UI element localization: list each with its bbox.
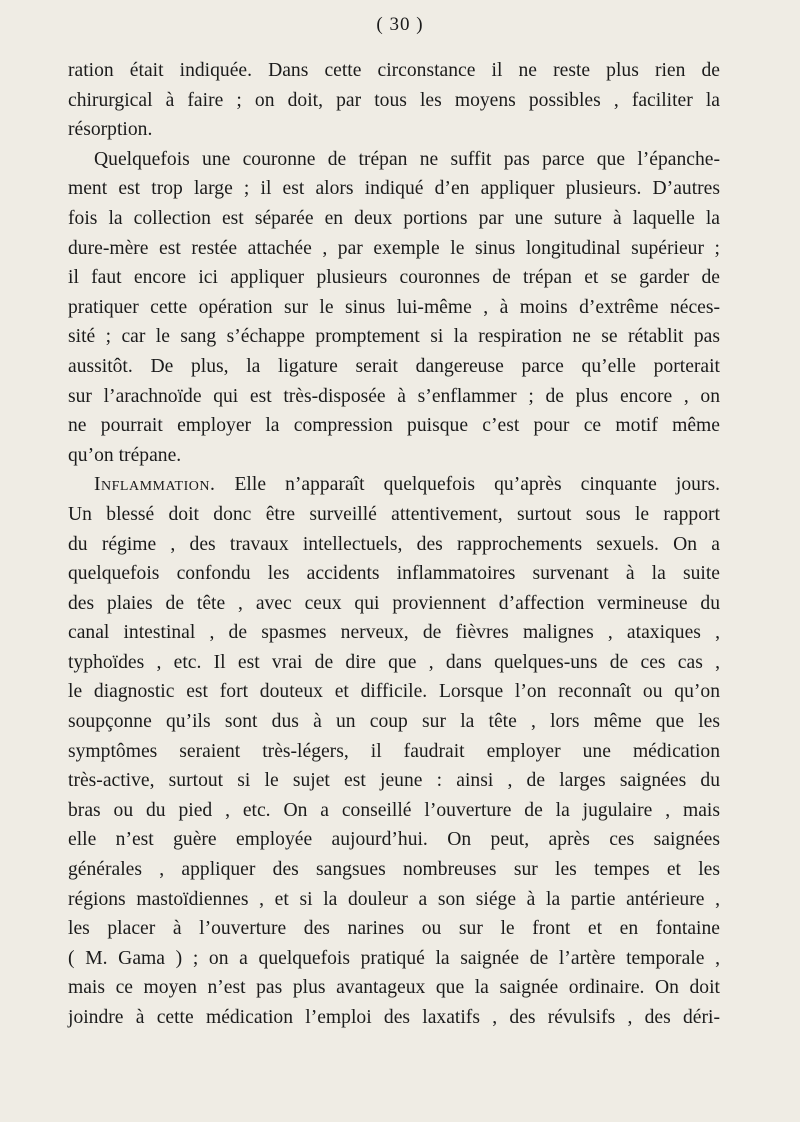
text-line (68, 559, 720, 589)
line-text: soupçonne qu’ils sont dus à un coup sur la tête , lors même que les (68, 711, 720, 733)
line-text: qu’on trépane. (68, 444, 182, 466)
line-text: le diagnostic est fort douteux et difficile. Lorsque l’on reconnaît ou qu’on (68, 681, 720, 703)
text-line (68, 411, 720, 441)
line-text: Quelquefois une couronne de trépan ne suffit pas parce que l’épanche- (94, 148, 720, 170)
text-line (68, 441, 720, 471)
line-text: sur l’arachnoïde qui est très-disposée à s’enflammer ; de plus encore , on (68, 385, 720, 407)
line-text: ment est trop large ; il est alors indiqué d’en appliquer plusieurs. D’autres (68, 178, 720, 200)
line-text: très-active, surtout si le sujet est jeune : ainsi , de larges saignées du (68, 770, 720, 792)
line-text: ne pourrait employer la compression puisque c’est pour ce motif même (68, 415, 720, 437)
line-text: symptômes seraient très-légers, il faudrait employer une médication (68, 740, 720, 762)
text-line (68, 86, 720, 116)
line-text: régions mastoïdiennes , et si la douleur a son siége à la partie antérieure , (68, 888, 720, 910)
text-line (68, 707, 720, 737)
text-line (68, 973, 720, 1003)
line-text: elle n’est guère employée aujourd’hui. On peut, après ces saignées (68, 829, 720, 851)
text-line (68, 470, 720, 500)
line-text: résorption. (68, 119, 153, 141)
body-text (68, 56, 720, 1033)
text-line (68, 322, 720, 352)
text-line (68, 145, 720, 175)
text-line (68, 766, 720, 796)
text-line (68, 677, 720, 707)
line-text: bras ou du pied , etc. On a conseillé l’ouverture de la jugulaire , mais (68, 799, 720, 821)
text-line (68, 204, 720, 234)
text-line (68, 293, 720, 323)
line-text: joindre à cette médication l’emploi des laxatifs , des révulsifs , des déri- (68, 1007, 720, 1028)
text-line (68, 263, 720, 293)
text-line (68, 530, 720, 560)
line-text: fois la collection est séparée en deux portions par une suture à laquelle la (68, 207, 720, 229)
line-text: du régime , des travaux intellectuels, des rapprochements sexuels. On a (68, 533, 720, 555)
text-line (68, 352, 720, 382)
line-text: les placer à l’ouverture des narines ou sur le front et en fontaine (68, 918, 720, 940)
text-line (68, 825, 720, 855)
text-line (68, 618, 720, 648)
line-text: quelquefois confondu les accidents inflammatoires survenant à la suite (68, 563, 720, 585)
line-text: pratiquer cette opération sur le sinus lui-même , à moins d’extrême néces- (68, 296, 720, 318)
line-text: des plaies de tête , avec ceux qui proviennent d’affection vermineuse du (68, 592, 720, 614)
line-text: chirurgical à faire ; on doit, par tous les moyens possibles , faciliter la (68, 89, 720, 111)
text-line (68, 382, 720, 412)
line-text: mais ce moyen n’est pas plus avantageux que la saignée ordinaire. On doit (68, 977, 720, 999)
text-line (68, 737, 720, 767)
text-line (68, 1003, 720, 1033)
line-text: aussitôt. De plus, la ligature serait dangereuse parce qu’elle porterait (68, 355, 720, 377)
line-text: ( M. Gama ) ; on a quelquefois pratiqué la saignée de l’artère temporale , (68, 947, 720, 969)
text-line (68, 855, 720, 885)
line-text: il faut encore ici appliquer plusieurs couronnes de trépan et se garder de (68, 267, 720, 289)
text-line (68, 56, 720, 86)
text-line (68, 589, 720, 619)
text-line (68, 500, 720, 530)
line-text: ration était indiquée. Dans cette circonstance il ne reste plus rien de (68, 60, 720, 81)
text-line (68, 914, 720, 944)
line-text: générales , appliquer des sangsues nombreuses sur les tempes et les (68, 859, 720, 881)
text-line (68, 115, 720, 145)
text-line (68, 944, 720, 974)
line-text: canal intestinal , de spasmes nerveux, de fièvres malignes , ataxiques , (68, 622, 720, 644)
line-text: sité ; car le sang s’échappe promptement si la respiration ne se rétablit pas (68, 326, 720, 348)
line-text: Elle n’apparaît quelquefois qu’après cinquante jours. (234, 474, 720, 496)
text-line (68, 796, 720, 826)
text-line (68, 648, 720, 678)
text-line (68, 174, 720, 204)
page-number: ( 30 ) (376, 14, 424, 35)
text-line (68, 885, 720, 915)
line-text: dure-mère est restée attachée , par exemple le sinus longitudinal supérieur ; (68, 237, 720, 259)
section-heading: Inflammation. (94, 474, 216, 496)
text-line (68, 234, 720, 264)
line-text: typhoïdes , etc. Il est vrai de dire que , dans quelques-uns de ces cas , (68, 651, 720, 673)
line-text: Un blessé doit donc être surveillé attentivement, surtout sous le rapport (68, 503, 720, 525)
